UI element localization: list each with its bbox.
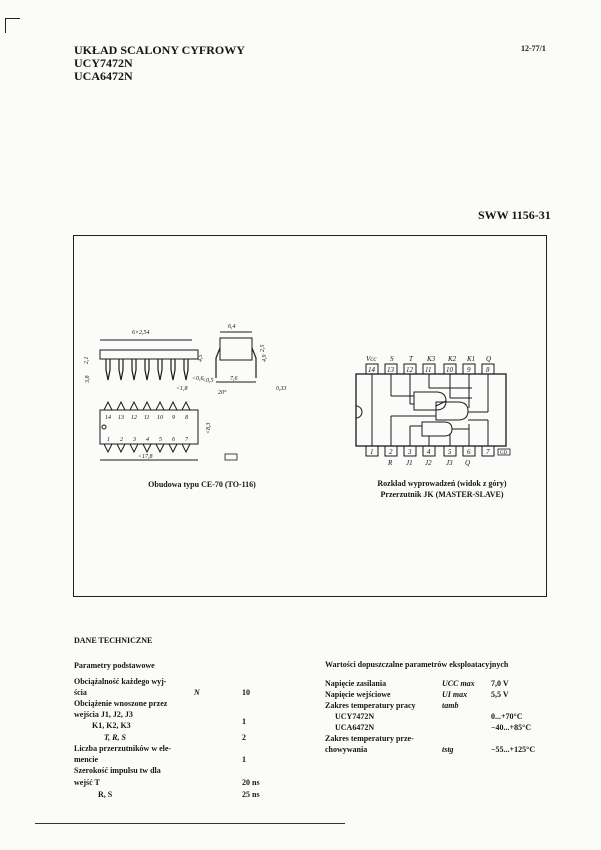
param-label: Obciążenie wnoszone przez bbox=[74, 699, 168, 708]
title-line-2: UCY7472N bbox=[74, 56, 133, 70]
limit-label: Zakres temperatury prze- bbox=[325, 734, 414, 743]
standard-number: SWW 1156-31 bbox=[478, 208, 551, 222]
param-symbol: N bbox=[194, 688, 200, 697]
dim-pitch-label: 6×2,54 bbox=[132, 330, 150, 336]
table-row bbox=[74, 766, 161, 775]
pinout-caption-line-2: Przerzutnik JK (MASTER-SLAVE) bbox=[380, 490, 504, 499]
param-label: mencie bbox=[74, 755, 98, 764]
limit-value: −40...+85°C bbox=[491, 723, 532, 732]
table-row bbox=[92, 721, 131, 730]
pin-4: 4 bbox=[427, 448, 431, 456]
pkg-pin-9: 9 bbox=[172, 415, 175, 421]
pin-8: 8 bbox=[486, 366, 490, 374]
param-value: 2 bbox=[242, 733, 246, 742]
limit-label: UCA6472N bbox=[335, 723, 375, 732]
param-value: 1 bbox=[242, 755, 246, 764]
pin-label-q: Q bbox=[486, 355, 492, 363]
param-label: K1, K2, K3 bbox=[92, 721, 131, 730]
limit-label: Napięcie wejściowe bbox=[325, 690, 391, 699]
limit-value: 0...+70°C bbox=[491, 712, 523, 721]
pin-label-j1: J1 bbox=[406, 459, 413, 467]
pin-5: 5 bbox=[448, 448, 452, 456]
dim-d2-label: 4,5 bbox=[198, 354, 204, 362]
param-value: 20 ns bbox=[242, 778, 260, 787]
param-label: Szerokość impulsu tw dla bbox=[74, 766, 161, 775]
dim-d3-label: <0,6 bbox=[192, 376, 204, 382]
pin-label-r: R bbox=[388, 459, 393, 467]
ground-label: GD bbox=[500, 451, 508, 456]
dim-r-label: 2,5 bbox=[260, 344, 266, 352]
limit-label: chowywania bbox=[325, 745, 368, 754]
package-body-side bbox=[100, 350, 198, 359]
pin-2: 2 bbox=[389, 448, 393, 456]
page-code: 12-77/1 bbox=[521, 44, 546, 53]
limit-symbol: UI max bbox=[442, 690, 468, 699]
limits-heading: Wartości dopuszczalne parametrów eksploatacyjnych bbox=[325, 660, 509, 669]
limit-label: Napięcie zasilania bbox=[325, 679, 387, 688]
param-label: Obciążalność każdego wyj- bbox=[74, 677, 167, 686]
pinout-bottom-labels bbox=[387, 459, 470, 467]
title-line-3: UCA6472N bbox=[74, 69, 133, 83]
dim-ang-label: 20° bbox=[218, 390, 227, 396]
pin-label-k3: K3 bbox=[427, 355, 436, 363]
dim-sp-label: 7,6 bbox=[230, 376, 238, 382]
tech-heading: DANE TECHNICZNE bbox=[74, 636, 153, 645]
corner-mark bbox=[5, 18, 20, 33]
dim-d5-label: <1,8 bbox=[176, 386, 188, 392]
footer-rule bbox=[35, 823, 345, 824]
param-label: R, S bbox=[98, 790, 113, 799]
param-value: 25 ns bbox=[242, 790, 260, 799]
table-row bbox=[74, 755, 98, 764]
limit-symbol: UCC max bbox=[442, 679, 475, 688]
package-leads-side bbox=[106, 359, 188, 380]
param-label: wejścia J1, J2, J3 bbox=[74, 710, 133, 719]
param-label: T, R, S bbox=[104, 733, 126, 742]
pkg-pin-4: 4 bbox=[146, 437, 149, 443]
title-line-1: UKŁAD SCALONY CYFROWY bbox=[74, 43, 245, 57]
pkg-pin-10: 10 bbox=[157, 415, 163, 421]
param-label: wejść T bbox=[74, 778, 100, 787]
dim-thick-label: 0,33 bbox=[276, 386, 287, 392]
pin-label-qbar: Q bbox=[465, 459, 471, 467]
table-row bbox=[98, 790, 112, 799]
table-row bbox=[104, 733, 126, 742]
pinout-caption bbox=[352, 478, 532, 500]
package-leads-end bbox=[216, 348, 256, 378]
table-row bbox=[74, 744, 171, 753]
pkg-pin-13: 13 bbox=[118, 415, 124, 421]
pinout-top-pin-numbers bbox=[368, 366, 490, 374]
pin-13: 13 bbox=[387, 366, 394, 374]
pin-11: 11 bbox=[425, 366, 432, 374]
pin-12: 12 bbox=[406, 366, 413, 374]
pkg-pin-8: 8 bbox=[185, 415, 188, 421]
package-body-end bbox=[220, 338, 252, 360]
table-row bbox=[74, 699, 167, 708]
pinout-top-labels bbox=[366, 355, 491, 363]
param-label: ścia bbox=[74, 688, 87, 697]
table-row bbox=[74, 677, 166, 686]
limit-value: 5,5 V bbox=[491, 690, 509, 699]
basic-params-heading: Parametry podstawowe bbox=[74, 661, 155, 670]
document-title bbox=[74, 44, 245, 83]
pin-label-k1: K1 bbox=[467, 355, 476, 363]
pkg-pin-2: 2 bbox=[120, 437, 123, 443]
pins-top-numbers bbox=[105, 414, 189, 443]
limit-value: 7,0 V bbox=[491, 679, 509, 688]
pin-1: 1 bbox=[370, 448, 374, 456]
dim-height-label: 4,9 bbox=[262, 354, 268, 362]
package-caption: Obudowa typu CE-70 (TO-116) bbox=[148, 480, 256, 489]
dim-d4-label: 3,8 bbox=[85, 375, 91, 383]
limits-table bbox=[325, 679, 555, 769]
pkg-pin-11: 11 bbox=[144, 415, 150, 421]
pkg-pin-14: 14 bbox=[105, 415, 111, 421]
limit-value: −55...+125°C bbox=[491, 745, 536, 754]
pkg-pin-12: 12 bbox=[131, 415, 137, 421]
basic-params-table bbox=[74, 677, 274, 807]
pin-6: 6 bbox=[467, 448, 471, 456]
param-label: Liczba przerzutników w ele- bbox=[74, 744, 172, 753]
pin-label-t: T bbox=[409, 355, 413, 363]
dim-d1-label: 2,1 bbox=[84, 356, 90, 364]
pkg-pin-3: 3 bbox=[133, 437, 136, 443]
symbol-box bbox=[225, 454, 237, 460]
pkg-pin-5: 5 bbox=[159, 437, 162, 443]
pin-10: 10 bbox=[446, 366, 453, 374]
limit-symbol: tstg bbox=[442, 745, 454, 754]
table-row bbox=[74, 778, 100, 787]
package-drawing bbox=[80, 318, 310, 468]
dim-len-label: <17,8 bbox=[138, 454, 153, 460]
pin-9: 9 bbox=[467, 366, 471, 374]
pin-label-vcc: Vcc bbox=[366, 355, 377, 363]
param-value: 10 bbox=[242, 688, 250, 697]
pinout-bottom-pin-numbers bbox=[370, 448, 490, 456]
limit-label: Zakres temperatury pracy bbox=[325, 701, 416, 710]
pin-7: 7 bbox=[486, 448, 490, 456]
pin-14: 14 bbox=[368, 366, 375, 374]
table-row bbox=[74, 688, 87, 697]
chip-notch bbox=[356, 406, 362, 418]
logic-gates bbox=[372, 374, 488, 446]
dim-d6-label: <0,5 bbox=[202, 378, 214, 384]
table-row bbox=[74, 710, 133, 719]
pkg-pin-1: 1 bbox=[107, 437, 110, 443]
pin-label-k2: K2 bbox=[448, 355, 457, 363]
dim-bw-label: <8,3 bbox=[206, 422, 212, 434]
pin-label-j3: J3 bbox=[446, 459, 453, 467]
limit-label: UCY7472N bbox=[335, 712, 375, 721]
pinout-caption-line-1: Rozkład wyprowadzeń (widok z góry) bbox=[377, 479, 507, 488]
pkg-pin-6: 6 bbox=[172, 437, 175, 443]
pkg-pin-7: 7 bbox=[185, 437, 188, 443]
pinout-diagram bbox=[352, 352, 522, 474]
pin1-marker bbox=[102, 425, 106, 429]
param-value: 1 bbox=[242, 717, 246, 726]
pin-3: 3 bbox=[408, 448, 412, 456]
pin-label-j2: J2 bbox=[425, 459, 432, 467]
dim-width-label: 6,4 bbox=[228, 324, 236, 330]
pin-label-s: S bbox=[390, 355, 394, 363]
limit-symbol: tamb bbox=[442, 701, 459, 710]
